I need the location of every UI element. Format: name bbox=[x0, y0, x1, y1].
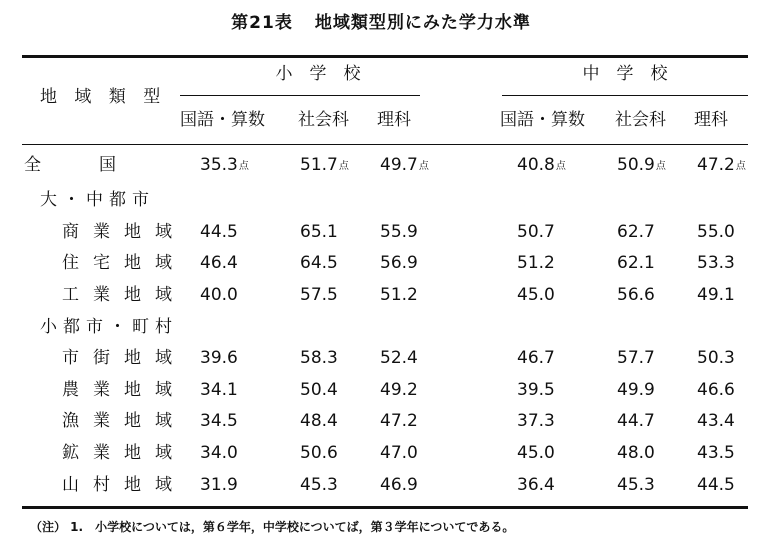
value-text: 47.2 bbox=[380, 411, 418, 431]
value-cell bbox=[380, 252, 418, 274]
value-cell bbox=[380, 347, 418, 369]
value-cell bbox=[300, 379, 338, 401]
elem-subject-2: 社会科 bbox=[298, 110, 349, 130]
value-text: 50.6 bbox=[300, 443, 338, 463]
value-cell bbox=[697, 410, 735, 432]
elem-subject-1: 国語・算数 bbox=[180, 110, 265, 130]
value-cell bbox=[380, 442, 418, 464]
value-cell bbox=[200, 474, 238, 496]
table-title bbox=[0, 8, 762, 33]
value-text: 37.3 bbox=[517, 411, 555, 431]
value-cell bbox=[517, 379, 555, 401]
value-text: 44.7 bbox=[617, 411, 655, 431]
value-text: 49.9 bbox=[617, 380, 655, 400]
value-text: 46.9 bbox=[380, 475, 418, 495]
value-text: 50.4 bbox=[300, 380, 338, 400]
value-text: 36.4 bbox=[517, 475, 555, 495]
value-cell bbox=[380, 379, 418, 401]
value-cell bbox=[617, 221, 655, 243]
value-text: 46.4 bbox=[200, 253, 238, 273]
value-cell bbox=[517, 252, 555, 274]
value-cell bbox=[200, 252, 238, 274]
value-text: 39.5 bbox=[517, 380, 555, 400]
value-text: 44.5 bbox=[200, 222, 238, 242]
row-label: 住宅地域 bbox=[62, 253, 186, 273]
value-cell bbox=[200, 347, 238, 369]
value-text: 55.9 bbox=[380, 222, 418, 242]
value-cell bbox=[517, 410, 555, 432]
value-text: 44.5 bbox=[697, 475, 735, 495]
value-text: 49.7 bbox=[380, 155, 418, 175]
row-label: 商業地域 bbox=[62, 222, 186, 242]
value-cell bbox=[517, 474, 555, 496]
value-cell bbox=[617, 154, 666, 178]
value-text: 31.9 bbox=[200, 475, 238, 495]
value-text: 51.2 bbox=[380, 285, 418, 305]
value-cell bbox=[617, 347, 655, 369]
value-cell bbox=[617, 474, 655, 496]
value-cell bbox=[617, 410, 655, 432]
bottom-rule bbox=[22, 506, 748, 509]
value-cell bbox=[300, 252, 338, 274]
value-text: 64.5 bbox=[300, 253, 338, 273]
value-text: 56.6 bbox=[617, 285, 655, 305]
value-text: 35.3 bbox=[200, 155, 238, 175]
value-text: 52.4 bbox=[380, 348, 418, 368]
value-cell bbox=[300, 410, 338, 432]
value-text: 47.0 bbox=[380, 443, 418, 463]
value-cell bbox=[380, 474, 418, 496]
row-label: 農業地域 bbox=[62, 380, 186, 400]
row-label: 山村地域 bbox=[62, 475, 186, 495]
footnote: （注） 1. 小学校については，第６学年，中学校についてば，第３学年についてである。 bbox=[30, 520, 515, 534]
value-text: 58.3 bbox=[300, 348, 338, 368]
value-text: 50.3 bbox=[697, 348, 735, 368]
value-text: 48.0 bbox=[617, 443, 655, 463]
elem-subject-3: 理科 bbox=[377, 110, 411, 130]
value-text: 39.6 bbox=[200, 348, 238, 368]
value-text: 46.6 bbox=[697, 380, 735, 400]
value-cell bbox=[300, 347, 338, 369]
value-cell bbox=[697, 347, 735, 369]
value-cell bbox=[617, 442, 655, 464]
junior-header: 中 学 校 bbox=[582, 64, 668, 84]
region-type-header: 地 域 類 型 bbox=[40, 87, 167, 107]
row-label: 工業地域 bbox=[62, 285, 186, 305]
row-label: 漁業地域 bbox=[62, 411, 186, 431]
junior-subrule bbox=[502, 95, 748, 96]
junior-subject-1: 国語・算数 bbox=[500, 110, 585, 130]
value-cell bbox=[200, 442, 238, 464]
value-cell bbox=[380, 410, 418, 432]
value-text: 34.1 bbox=[200, 380, 238, 400]
unit-label: 点 bbox=[418, 161, 429, 172]
value-text: 53.3 bbox=[697, 253, 735, 273]
value-text: 46.7 bbox=[517, 348, 555, 368]
value-cell bbox=[300, 284, 338, 306]
table-title-text: 地域類型別にみた学力水準 bbox=[314, 13, 531, 33]
value-cell bbox=[200, 284, 238, 306]
value-cell bbox=[697, 221, 735, 243]
value-cell bbox=[697, 379, 735, 401]
table-number: 第21表 bbox=[231, 13, 293, 33]
elementary-header: 小 学 校 bbox=[275, 64, 361, 84]
unit-label: 点 bbox=[555, 161, 566, 172]
value-cell bbox=[300, 221, 338, 243]
row-label: 鉱業地域 bbox=[62, 443, 186, 463]
value-text: 51.2 bbox=[517, 253, 555, 273]
value-cell bbox=[300, 474, 338, 496]
value-text: 40.0 bbox=[200, 285, 238, 305]
value-text: 51.7 bbox=[300, 155, 338, 175]
value-text: 43.4 bbox=[697, 411, 735, 431]
junior-subject-2: 社会科 bbox=[615, 110, 666, 130]
value-text: 49.2 bbox=[380, 380, 418, 400]
row-label: 市街地域 bbox=[62, 348, 186, 368]
value-cell bbox=[200, 379, 238, 401]
value-cell bbox=[697, 442, 735, 464]
value-cell bbox=[517, 442, 555, 464]
value-cell bbox=[380, 284, 418, 306]
value-text: 62.7 bbox=[617, 222, 655, 242]
value-cell bbox=[517, 221, 555, 243]
value-cell bbox=[380, 221, 418, 243]
elementary-subrule bbox=[180, 95, 420, 96]
value-text: 45.0 bbox=[517, 443, 555, 463]
value-text: 48.4 bbox=[300, 411, 338, 431]
value-cell bbox=[300, 442, 338, 464]
unit-label: 点 bbox=[735, 161, 746, 172]
row-label: 全 国 bbox=[24, 155, 124, 175]
top-rule bbox=[22, 55, 748, 58]
value-text: 55.0 bbox=[697, 222, 735, 242]
value-cell bbox=[617, 284, 655, 306]
value-text: 45.3 bbox=[617, 475, 655, 495]
value-text: 45.0 bbox=[517, 285, 555, 305]
value-text: 34.5 bbox=[200, 411, 238, 431]
value-text: 45.3 bbox=[300, 475, 338, 495]
value-text: 56.9 bbox=[380, 253, 418, 273]
value-cell bbox=[517, 154, 566, 178]
value-text: 34.0 bbox=[200, 443, 238, 463]
header-rule bbox=[22, 144, 748, 145]
value-cell bbox=[517, 347, 555, 369]
value-cell bbox=[380, 154, 429, 178]
value-text: 43.5 bbox=[697, 443, 735, 463]
value-text: 50.9 bbox=[617, 155, 655, 175]
value-cell bbox=[697, 154, 746, 178]
row-label: 小都市・町村 bbox=[40, 317, 178, 337]
value-cell bbox=[517, 284, 555, 306]
unit-label: 点 bbox=[655, 161, 666, 172]
value-cell bbox=[697, 474, 735, 496]
value-text: 50.7 bbox=[517, 222, 555, 242]
value-cell bbox=[200, 221, 238, 243]
value-cell bbox=[617, 379, 655, 401]
row-label: 大・中都市 bbox=[40, 190, 155, 210]
value-cell bbox=[200, 410, 238, 432]
value-text: 57.7 bbox=[617, 348, 655, 368]
value-text: 57.5 bbox=[300, 285, 338, 305]
value-cell bbox=[697, 252, 735, 274]
value-cell bbox=[617, 252, 655, 274]
unit-label: 点 bbox=[238, 161, 249, 172]
value-text: 62.1 bbox=[617, 253, 655, 273]
value-text: 47.2 bbox=[697, 155, 735, 175]
value-cell bbox=[200, 154, 249, 178]
value-cell bbox=[697, 284, 735, 306]
value-text: 40.8 bbox=[517, 155, 555, 175]
value-cell bbox=[300, 154, 349, 178]
unit-label: 点 bbox=[338, 161, 349, 172]
value-text: 49.1 bbox=[697, 285, 735, 305]
value-text: 65.1 bbox=[300, 222, 338, 242]
junior-subject-3: 理科 bbox=[694, 110, 728, 130]
